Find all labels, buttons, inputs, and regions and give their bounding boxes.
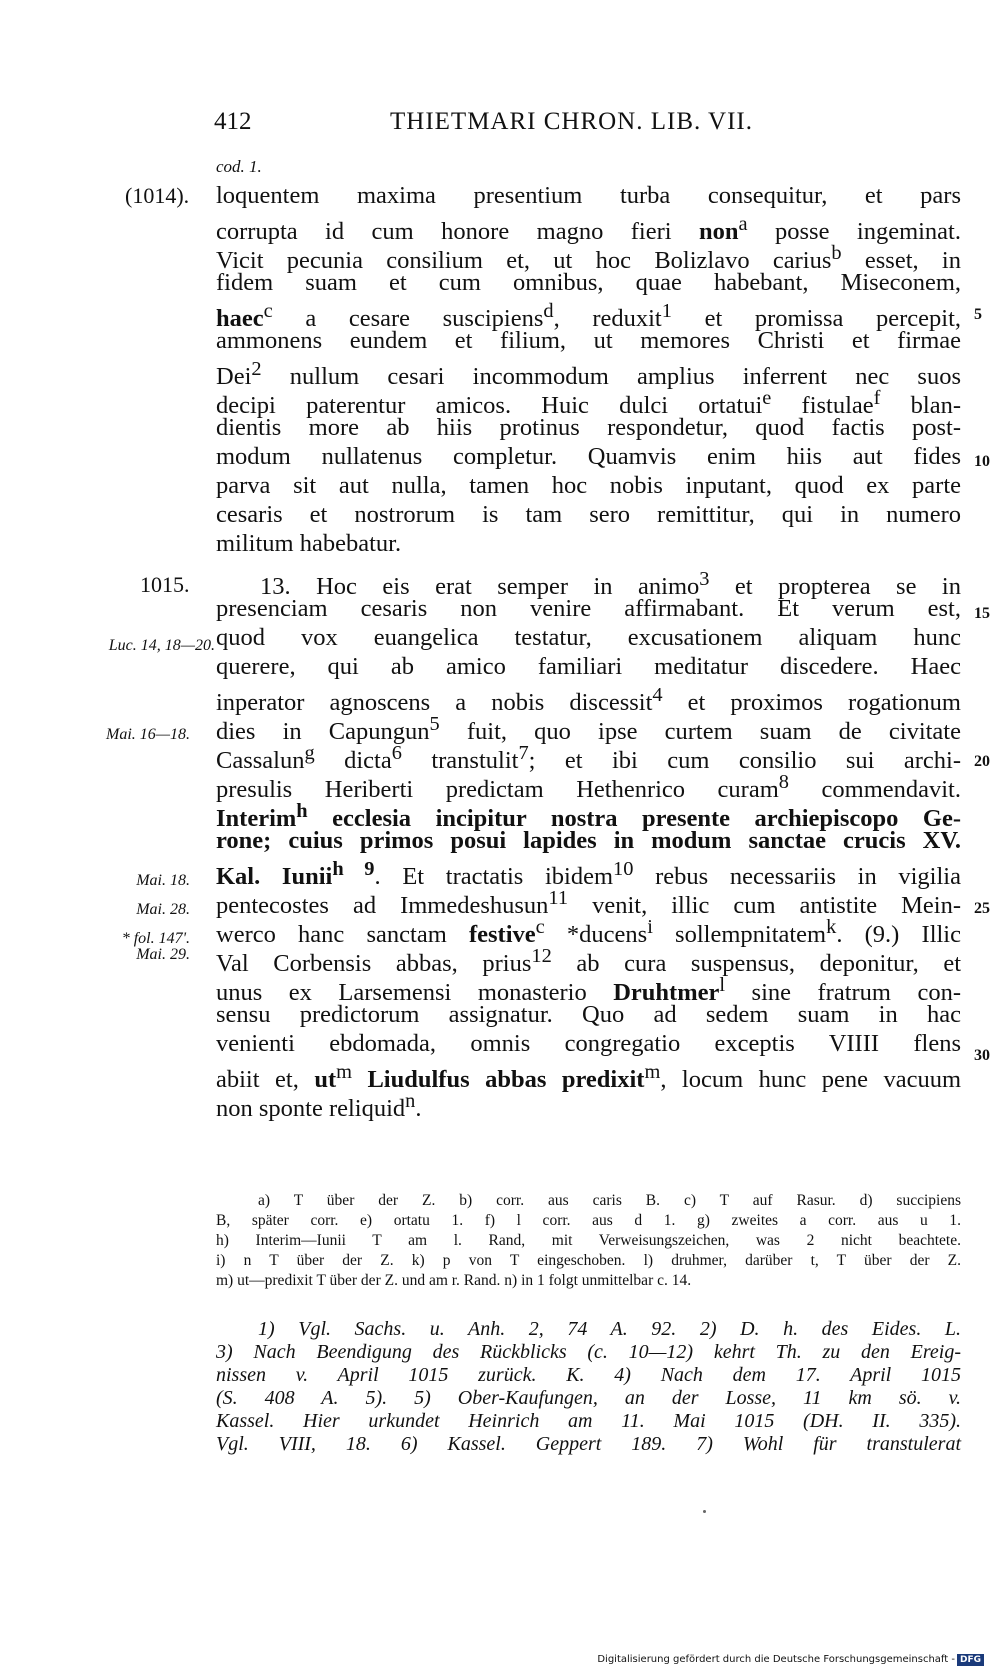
margin-ref-mai-18: Mai. 18. [136, 872, 190, 889]
text-line-32: non sponte reliquid$^n$. [216, 1090, 422, 1123]
text-line-5: haec$^c$ a cesare suscipiens$^d$, reduxit$^1$ et promissa percepit, [216, 300, 961, 333]
digitization-credit: Digitalisierung gefördert durch die Deutsche Forschungsgemeinschaft - DFG [597, 1654, 984, 1666]
stray-mark [703, 1510, 706, 1513]
margin-ref-luc: Luc. 14, 18—20. [108, 637, 215, 654]
apparatus-line-5: m) ut—predixit T über der Z. und am r. Rand. n) in 1 folgt unmittelbar c. 14. [216, 1272, 692, 1289]
note-line-2: 3) Nach Beendigung des Rückblicks (c. 10—12) kehrt Th. zu den Ereig- [216, 1341, 961, 1363]
running-title: THIETMARI CHRON. LIB. VII. [390, 108, 754, 135]
note-line-3: nissen v. April 1015 zurück. K. 4) Nach dem 17. April 1015 [216, 1364, 961, 1386]
margin-year-1014: (1014). [125, 183, 190, 208]
line-number-15: 15 [974, 605, 990, 622]
text-line-7: Dei$^2$ nullum cesari incommodum amplius inferrent nec suos [216, 358, 961, 391]
line-number-25: 25 [974, 900, 990, 917]
text-line-4: fidem suam et cum omnibus, quae habebant, Miseconem, [216, 269, 961, 296]
margin-ref-mai-29: Mai. 29. [136, 946, 190, 963]
text-line-19: dies in Capungun$^5$ fuit, quo ipse curtem suam de civitate [216, 713, 961, 746]
text-line-1: loquentem maxima presentium turba consequitur, et pars [216, 182, 961, 209]
line-number-10: 10 [974, 453, 990, 470]
text-line-16: quod vox euangelica testatur, excusationem aliquam hunc [216, 624, 961, 651]
apparatus-line-4: i) n T über der Z. k) p von T eingeschoben. l) druhmer, darüber t, T über der Z. [216, 1252, 961, 1269]
text-line-20: Cassalun$^g$ dicta$^6$ transtulit$^7$; et ibi cum consilio sui archi- [216, 742, 962, 775]
text-line-30: venienti ebdomada, omnis congregatio exceptis VIIII flens [216, 1030, 961, 1057]
line-number-5: 5 [974, 306, 982, 323]
line-number-30: 30 [974, 1047, 990, 1064]
text-line-10: modum nullatenus completur. Quamvis enim hiis aut fides [216, 443, 961, 470]
text-line-14: 13. Hoc eis erat semper in animo$^3$ et propterea se in [260, 568, 961, 601]
dfg-logo: DFG [957, 1654, 984, 1666]
text-line-26: werco hanc sanctam festive$^c$ *ducens$^i$ sollempnitatem$^k$. (9.) Illic [216, 916, 961, 949]
text-line-17: querere, qui ab amico familiari meditatur discedere. Haec [216, 653, 961, 680]
line-number-20: 20 [974, 753, 990, 770]
text-line-25: pentecostes ad Immedeshusun$^{11}$ venit, illic cum antistite Mein- [216, 887, 961, 920]
text-line-28: unus ex Larsemensi monasterio Druhtmer$^l$ sine fratrum con- [216, 974, 962, 1007]
margin-year-1015: 1015. [140, 572, 190, 597]
text-line-18: inperator agnoscens a nobis discessit$^4$ et proximos rogationum [216, 684, 961, 717]
text-line-3: Vicit pecunia consilium et, ut hoc Bolizlavo carius$^b$ esset, in [216, 242, 961, 275]
text-line-8: decipi paterentur amicos. Huic dulci ortatui$^e$ fistulae$^f$ blan- [216, 387, 961, 420]
text-line-24: Kal. Iunii$^{h 9}$. Et tractatis ibidem$^{10}$ rebus necessariis in vigilia [216, 858, 961, 891]
text-line-23: rone; cuius primos posui lapides in modum sanctae crucis XV. [216, 827, 961, 854]
note-line-6: Vgl. VIII, 18. 6) Kassel. Geppert 189. 7) Wohl für transtulerat [216, 1433, 961, 1455]
text-line-27: Val Corbensis abbas, prius$^{12}$ ab cura suspensus, deponitur, et [216, 945, 961, 978]
note-line-1: 1) Vgl. Sachs. u. Anh. 2, 74 A. 92. 2) D. h. des Eides. L. [258, 1318, 961, 1340]
text-line-11: parva sit aut nulla, tamen hoc nobis inputant, quod ex parte [216, 472, 961, 499]
text-line-21: presulis Heriberti predictam Hethenrico curam$^8$ commendavit. [216, 771, 961, 804]
margin-ref-mai-28: Mai. 28. [136, 901, 190, 918]
text-line-15: presenciam cesaris non venire affirmabant. Et verum est, [216, 595, 961, 622]
text-line-13: militum habebatur. [216, 530, 402, 557]
codex-note: cod. 1. [216, 157, 262, 176]
text-line-29: sensu predictorum assignatur. Quo ad sedem suam in hac [216, 1001, 961, 1028]
text-line-9: dientis more ab hiis protinus respondetur, quod factis post- [216, 414, 961, 441]
text-line-22: Interim$^h$ ecclesia incipitur nostra presente archiepiscopo Ge- [216, 800, 961, 833]
text-line-6: ammonens eundem et filium, ut memores Christi et firmae [216, 327, 961, 354]
note-line-4: (S. 408 A. 5). 5) Ober-Kaufungen, an der Losse, 11 km sö. v. [216, 1387, 961, 1409]
text-line-12: cesaris et nostrorum is tam sero remittitur, qui in numero [216, 501, 961, 528]
margin-ref-fol: * fol. 147'. [121, 930, 190, 947]
margin-ref-mai-16: Mai. 16—18. [106, 726, 190, 743]
text-line-2: corrupta id cum honore magno fieri non$^a$ posse ingeminat. [216, 213, 961, 246]
text-line-31: abiit et, $ut^m$ Liudulfus abbas predixit$^m$, locum hunc pene vacuum [216, 1061, 961, 1094]
apparatus-line-3: h) Interim—Iunii T am l. Rand, mit Verweisungszeichen, was 2 nicht beachtete. [216, 1232, 961, 1249]
note-line-5: Kassel. Hier urkundet Heinrich am 11. Mai 1015 (DH. II. 335). [216, 1410, 961, 1432]
apparatus-line-2: B, später corr. e) ortatu 1. f) l corr. aus d 1. g) zweites a corr. aus u 1. [216, 1212, 961, 1229]
apparatus-line-1: a) T über der Z. b) corr. aus caris B. c) T auf Rasur. d) succipiens [258, 1192, 961, 1209]
page-number: 412 [214, 108, 252, 135]
